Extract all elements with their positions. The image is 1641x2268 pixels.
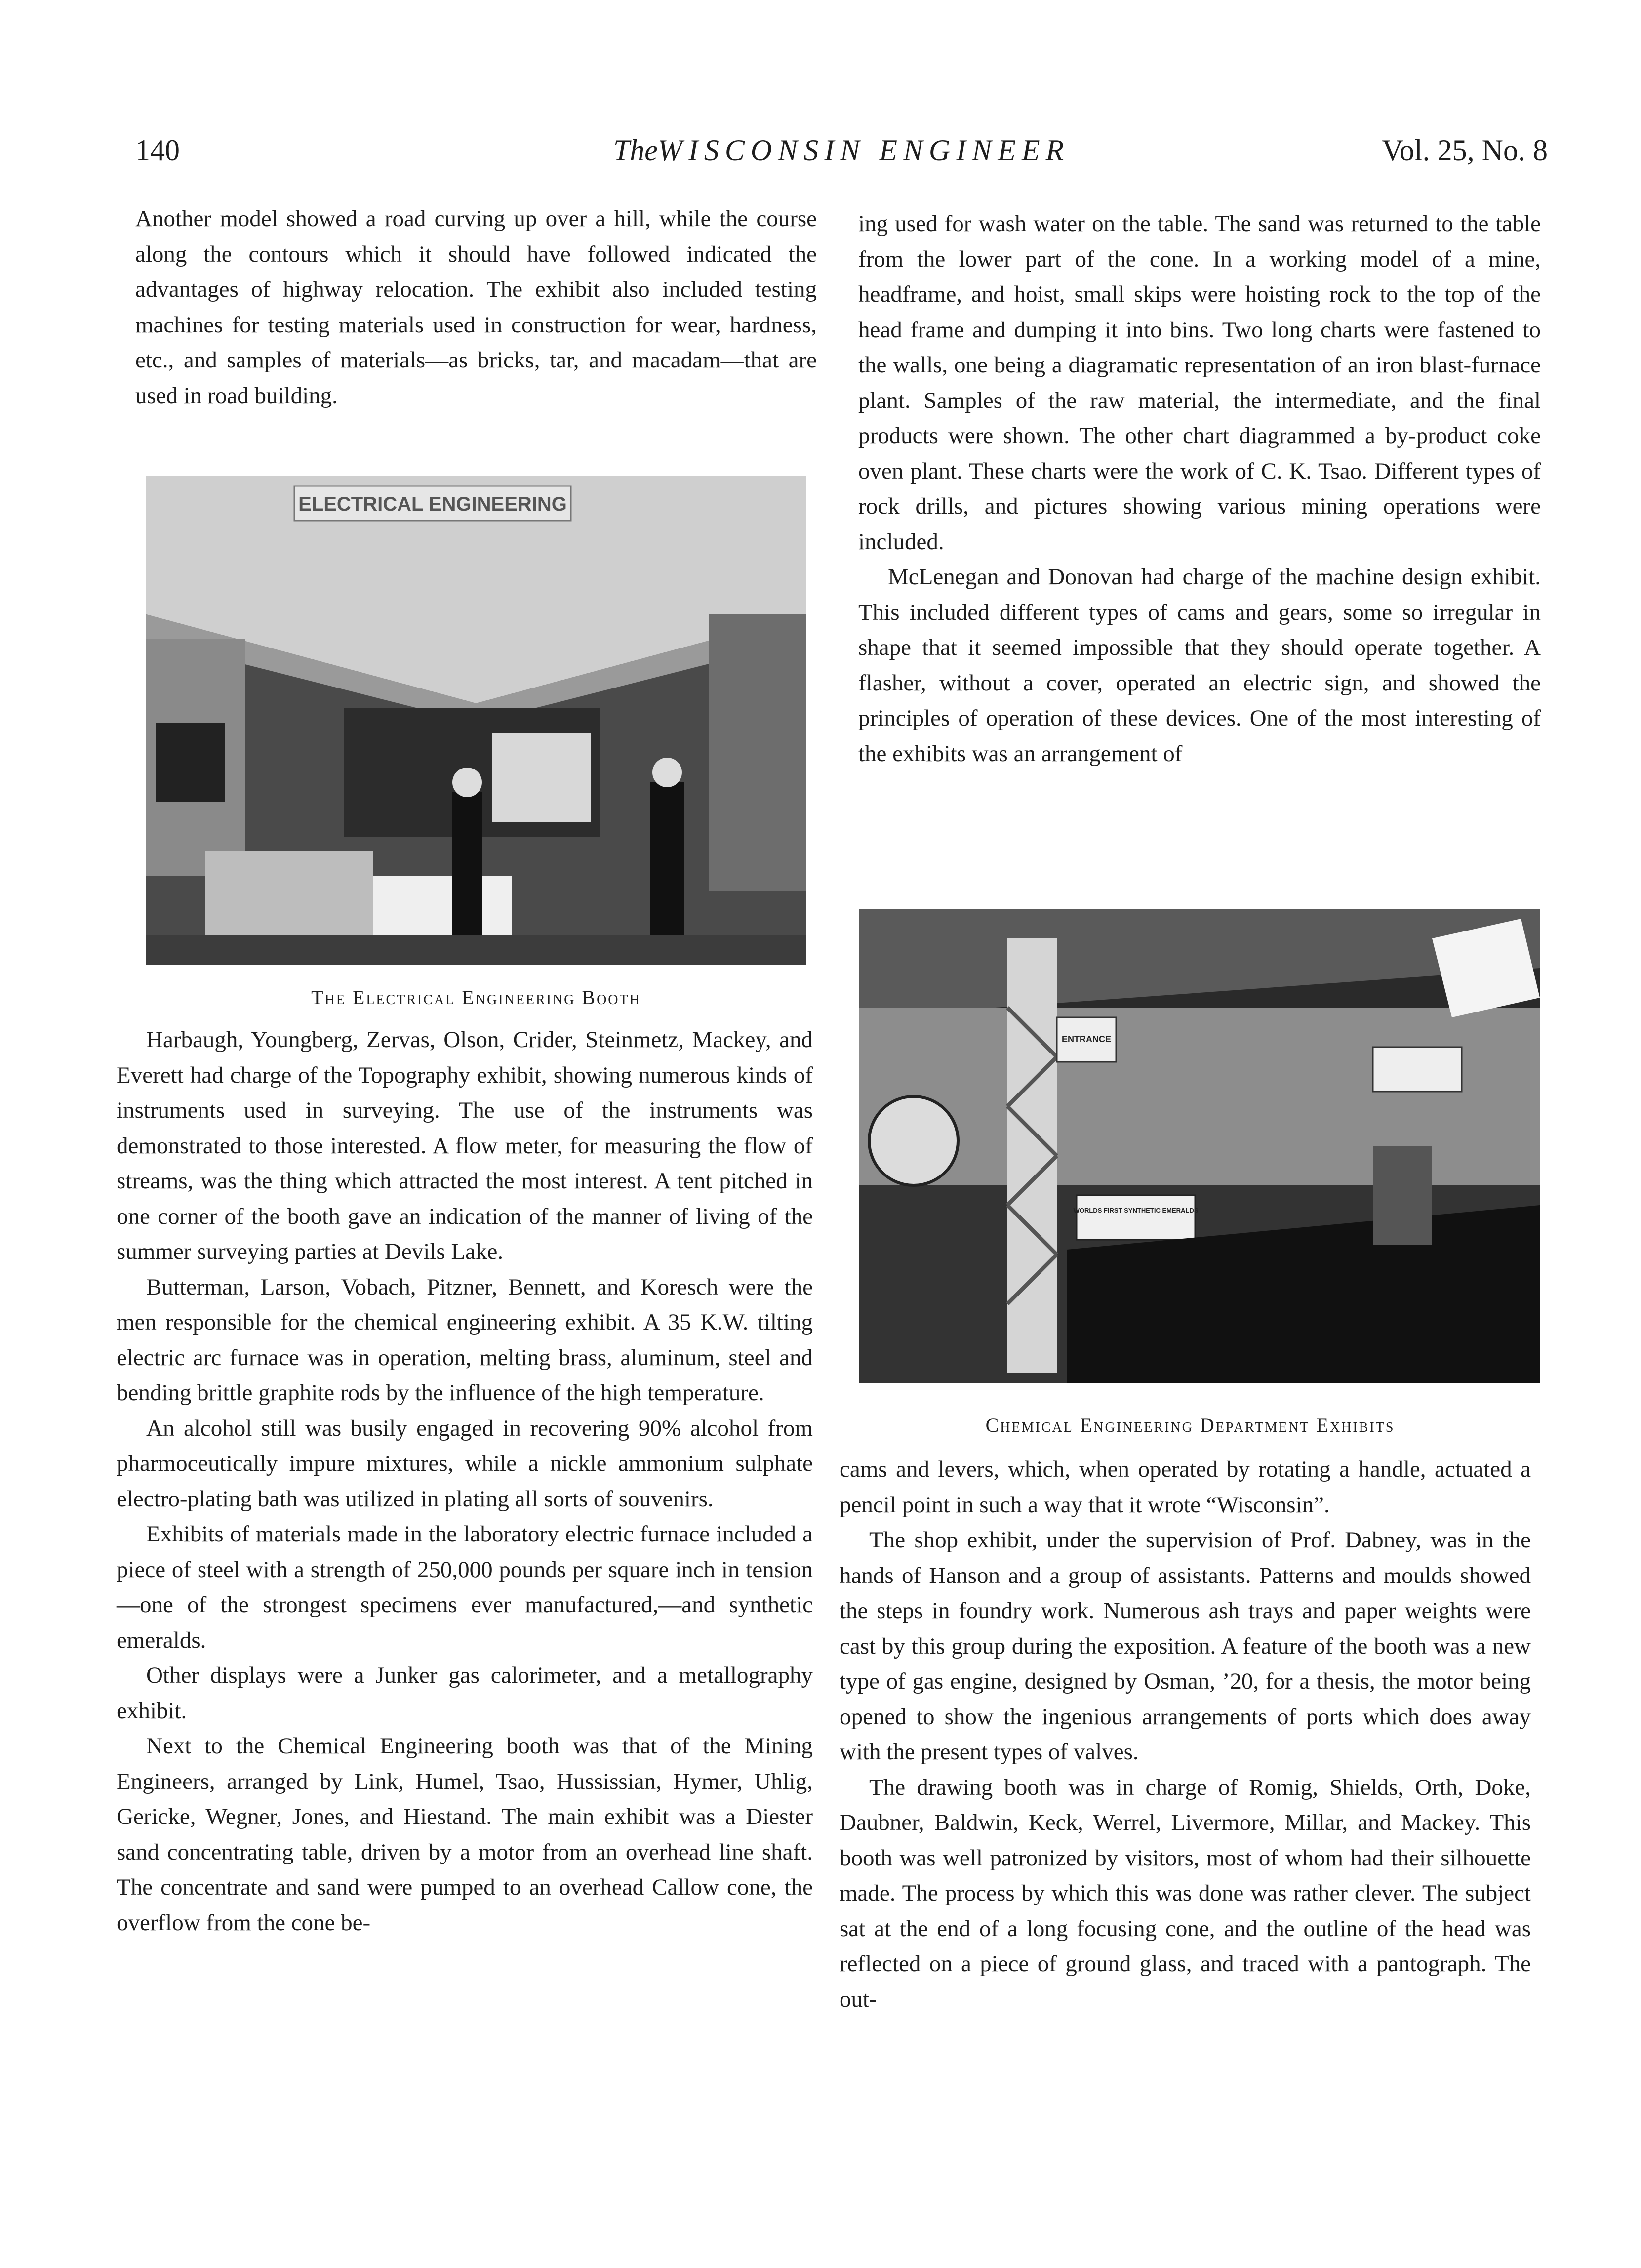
paragraph: cams and levers, which, when operated by rotating a handle, actuated a pencil point in such a way that it wrote “Wisconsin”.: [840, 1457, 1531, 1518]
left-column-bottom: [117, 1022, 813, 1941]
caption-chemical-exhibits: Chemical Engineering Department Exhibits: [985, 1414, 1395, 1436]
photo-chemical-exhibits-drawing: [859, 909, 1540, 1383]
paragraph: An alcohol still was busily engaged in recovering 90% alcohol from pharmoceutically impure mixtures, while a nickle ammonium sulphate electro-plating bath was utilized in plating all sorts of souvenirs.: [117, 1415, 813, 1512]
page-number: 140: [135, 134, 180, 166]
right-column-bottom: [840, 1452, 1531, 2017]
paragraph: Other displays were a Junker gas calorimeter, and a metallography exhibit.: [117, 1662, 813, 1724]
paragraph: The shop exhibit, under the supervision of Prof. Dabney, was in the hands of Hanson and a group of assistants. Patterns and moulds showed the steps in foundry work. Numerous ash trays and paper weights were cast by this group during the exposition. A feature of the booth was a new type of gas engine, designed by Osman, ’20, for a thesis, the motor being opened to show the ingenious arrangements of ports which does away with the present types of valves.: [840, 1527, 1531, 1765]
photo-electrical-booth-drawing: [146, 476, 806, 965]
emeralds-sign-text: WORLDS FIRST SYNTHETIC EMERALDS: [1073, 1207, 1199, 1214]
journal-title: [135, 133, 1548, 167]
photo-chemical-exhibits: [859, 909, 1540, 1383]
entrance-sign-text: ENTRANCE: [1061, 1034, 1112, 1044]
paragraph: ing used for wash water on the table. The sand was returned to the table from the lower part of the cone. In a working model of a mine, headframe, and hoist, small skips were hoisting rock to the top of the head frame and dumping it into bins. Two long charts were fastened to the walls, one being a diagramatic representation of an iron blast-furnace plant. Samples of the raw material, the intermediate, and the final products were shown. The other chart diagrammed a by-product coke oven plant. These charts were the work of C. K. Tsao. Different types of rock drills, and pictures showing various mining operations were included.: [858, 211, 1541, 555]
paragraph: Another model showed a road curving up over a hill, while the course along the contours which it should have followed indicated the advantages of highway relocation. The exhibit also included testing machines for testing materials used in construction for wear, hardness, etc., and samples of materials—as bricks, tar, and macadam—that are used in road building.: [135, 206, 817, 408]
running-header: [135, 133, 1548, 178]
right-column-top: [858, 206, 1541, 771]
paragraph: Exhibits of materials made in the laboratory electric furnace included a piece of steel with a strength of 250,000 pounds per square inch in tension—one of the strongest specimens ever manufactured,—and synthetic emeralds.: [117, 1521, 813, 1653]
paragraph: The drawing booth was in charge of Romig, Shields, Orth, Doke, Daubner, Baldwin, Keck, Werrel, Livermore, Millar, and Mackey. This booth was well patronized by visitors, most of whom had their silhouette made. The process by which this was done was rather clever. The subject sat at the end of a long focusing cone, and the outline of the head was reflected on a piece of ground glass, and traced with a pantograph. The out-: [840, 1774, 1531, 2012]
paragraph: Harbaugh, Youngberg, Zervas, Olson, Crider, Steinmetz, Mackey, and Everett had charge of the Topography exhibit, showing numerous kinds of instruments used in surveying. The use of the instruments was demonstrated to those interested. A flow meter, for measuring the flow of streams, was the thing which attracted the most interest. A tent pitched in one corner of the booth gave an indication of the manner of living of the summer surveying parties at Devils Lake.: [117, 1027, 813, 1264]
journal-title-the: The: [613, 134, 658, 166]
volume-number: Vol. 25, No. 8: [1382, 134, 1548, 166]
journal-title-name: WISCONSIN ENGINEER: [657, 134, 1070, 166]
paragraph: Butterman, Larson, Vobach, Pitzner, Bennett, and Koresch were the men responsible for the chemical engineering exhibit. A 35 K.W. tilting electric arc furnace was in operation, melting brass, aluminum, steel and bending brittle graphite rods by the influence of the high temperature.: [117, 1274, 813, 1406]
caption-electrical-booth: The Electrical Engineering Booth: [311, 986, 641, 1009]
paragraph: McLenegan and Donovan had charge of the machine design exhibit. This included different types of cams and gears, some so irregular in shape that it seemed impossible that they should operate together. A flasher, without a cover, operated an electric sign, and showed the principles of operation of these devices. One of the most interesting of the exhibits was an arrangement of: [858, 564, 1541, 767]
photo-electrical-booth: [146, 476, 806, 965]
electrical-banner-text: ELECTRICAL ENGINEERING: [298, 493, 567, 515]
left-column-top: [135, 202, 817, 413]
paragraph: Next to the Chemical Engineering booth was that of the Mining Engineers, arranged by Link, Humel, Tsao, Hussissian, Hymer, Uhlig, Gericke, Wegner, Jones, and Hiestand. The main exhibit was a Diester sand concentrating table, driven by a motor from an overhead line shaft. The concentrate and sand were pumped to an overhead Callow cone, the overflow from the cone be-: [117, 1733, 813, 1936]
